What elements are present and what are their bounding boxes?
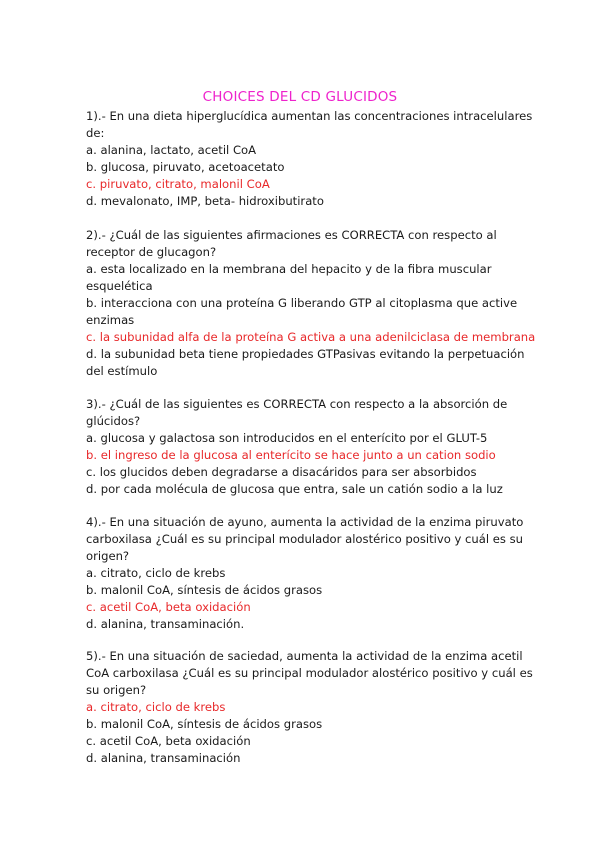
answer-option-correct: c. piruvato, citrato, malonil CoA bbox=[86, 177, 270, 191]
question-stem-line: su origen? bbox=[86, 683, 147, 697]
question-stem-line: 3).- ¿Cuál de las siguientes es CORRECTA con respecto a la absorción de bbox=[86, 397, 508, 411]
answer-option: del estímulo bbox=[86, 364, 158, 378]
answer-option: d. mevalonato, IMP, beta- hidroxibutirato bbox=[86, 194, 324, 208]
answer-option: a. citrato, ciclo de krebs bbox=[86, 566, 226, 580]
answer-option: d. la subunidad beta tiene propiedades GTPasivas evitando la perpetuación bbox=[86, 347, 525, 361]
question-stem-line: 2).- ¿Cuál de las siguientes afirmaciones es CORRECTA con respecto al bbox=[86, 228, 497, 242]
answer-option: a. esta localizado en la membrana del hepacito y de la fibra muscular bbox=[86, 262, 492, 276]
question-1 bbox=[86, 108, 533, 210]
question-stem-line: 4).- En una situación de ayuno, aumenta la actividad de la enzima piruvato bbox=[86, 515, 524, 529]
question-stem-line: glúcidos? bbox=[86, 414, 141, 428]
answer-option-correct: a. citrato, ciclo de krebs bbox=[86, 700, 226, 714]
question-stem-line: origen? bbox=[86, 549, 130, 563]
question-stem-line: 5).- En una situación de saciedad, aumenta la actividad de la enzima acetil bbox=[86, 649, 523, 663]
question-stem-line: de: bbox=[86, 126, 105, 140]
question-4 bbox=[86, 514, 526, 633]
answer-option: b. glucosa, piruvato, acetoacetato bbox=[86, 160, 285, 174]
question-stem-line: receptor de glucagon? bbox=[86, 245, 217, 259]
answer-option-correct: c. la subunidad alfa de la proteína G activa a una adenilciclasa de membrana bbox=[86, 330, 536, 344]
page-title: CHOICES DEL CD GLUCIDOS bbox=[202, 89, 398, 105]
answer-option: c. los glucidos deben degradarse a disacáridos para ser absorbidos bbox=[86, 465, 477, 479]
answer-option: a. alanina, lactato, acetil CoA bbox=[86, 143, 257, 157]
answer-option: a. glucosa y galactosa son introducidos en el enterícito por el GLUT-5 bbox=[86, 431, 488, 445]
question-2 bbox=[86, 227, 536, 380]
answer-option: b. interacciona con una proteína G liberando GTP al citoplasma que active bbox=[86, 296, 518, 310]
answer-option-correct: c. acetil CoA, beta oxidación bbox=[86, 600, 251, 614]
answer-option-correct: b. el ingreso de la glucosa al enterícito se hace junto a un cation sodio bbox=[86, 448, 496, 462]
answer-option: enzimas bbox=[86, 313, 135, 327]
answer-option: b. malonil CoA, síntesis de ácidos grasos bbox=[86, 583, 323, 597]
answer-option: d. alanina, transaminación. bbox=[86, 617, 245, 631]
answer-option: c. acetil CoA, beta oxidación bbox=[86, 734, 251, 748]
answer-option: b. malonil CoA, síntesis de ácidos grasos bbox=[86, 717, 323, 731]
question-5 bbox=[86, 648, 533, 767]
question-stem-line: carboxilasa ¿Cuál es su principal modulador alostérico positivo y cuál es su bbox=[86, 532, 524, 546]
question-stem-line: CoA carboxilasa ¿Cuál es su principal modulador alostérico positivo y cuál es bbox=[86, 666, 533, 680]
question-stem-line: 1).- En una dieta hiperglucídica aumentan las concentraciones intracelulares bbox=[86, 109, 533, 123]
answer-option: d. alanina, transaminación bbox=[86, 751, 241, 765]
question-3 bbox=[86, 396, 526, 498]
answer-option: d. por cada molécula de glucosa que entra, sale un catión sodio a la luz bbox=[86, 482, 503, 496]
answer-option: esquelética bbox=[86, 279, 153, 293]
